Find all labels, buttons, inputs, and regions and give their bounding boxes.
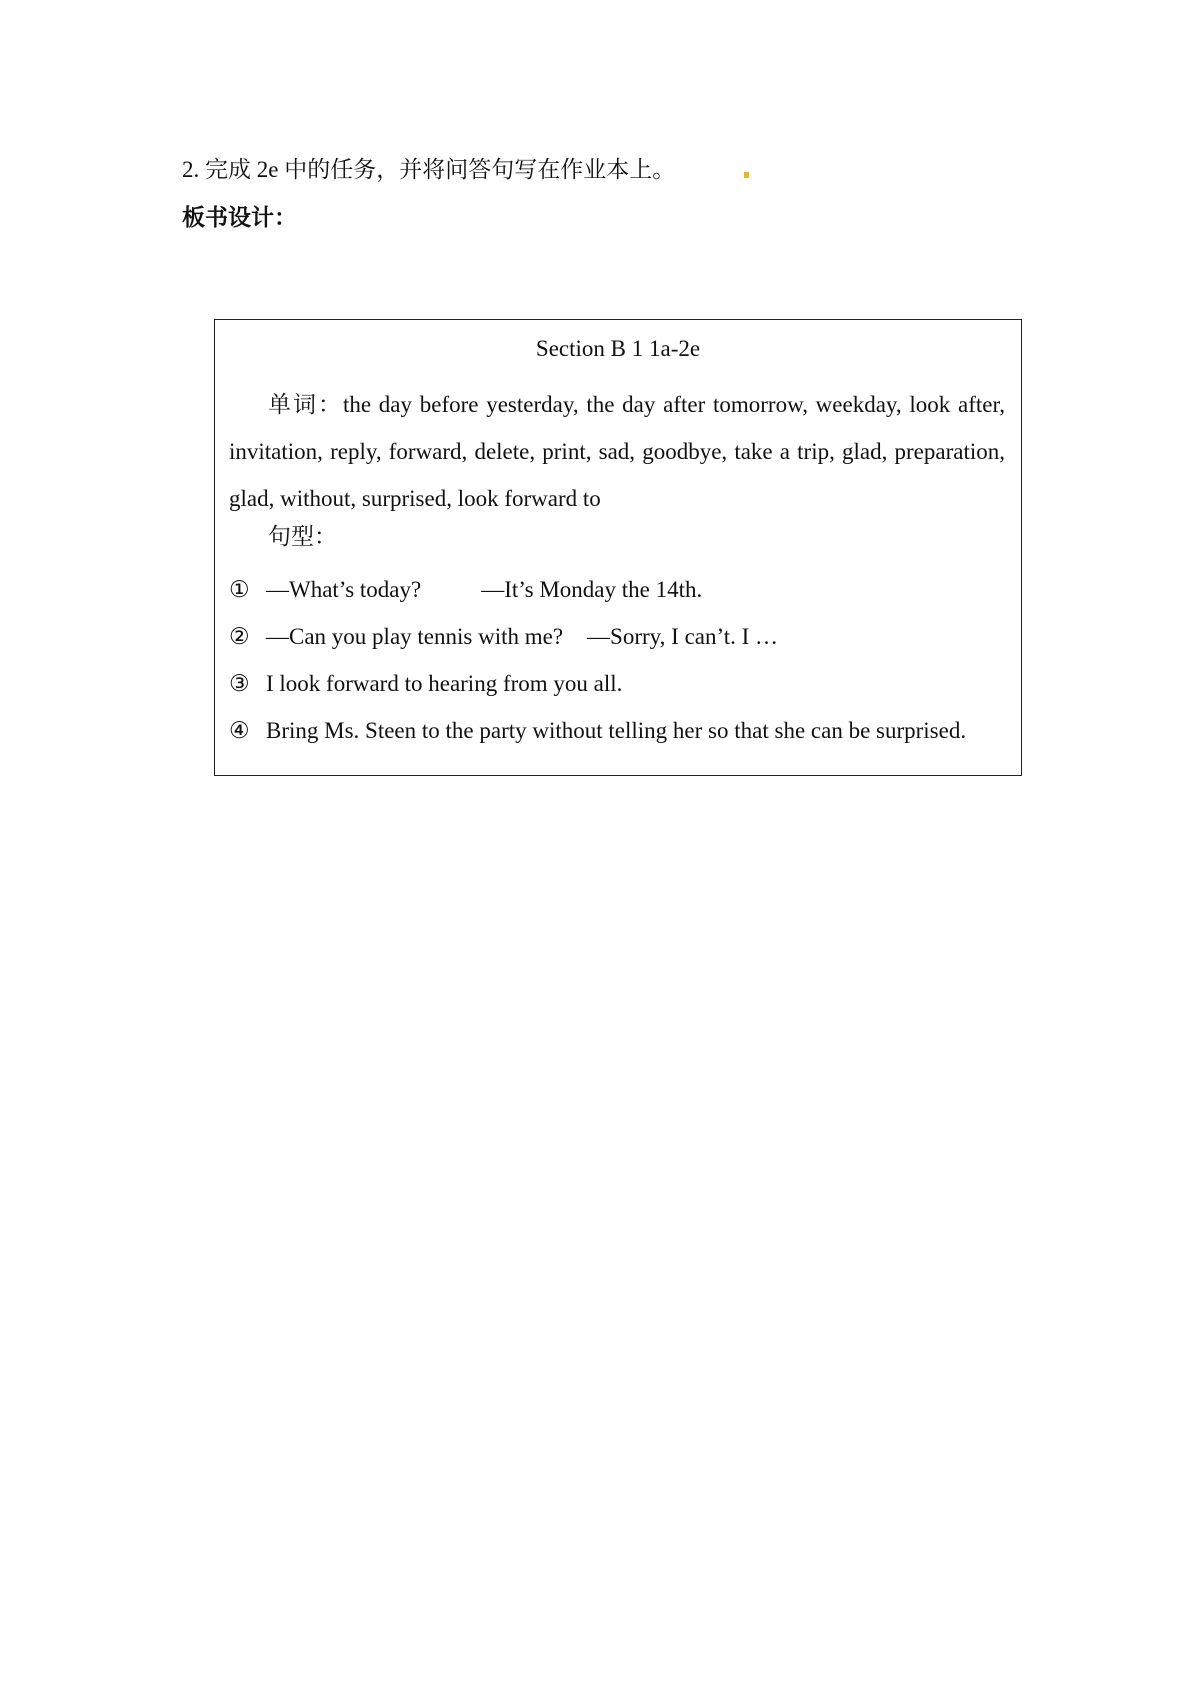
board-title: Section B 1 1a-2e [535, 336, 701, 361]
sentence-patterns-label: 句型： [268, 524, 337, 549]
vocabulary-paragraph [229, 381, 1005, 522]
vocabulary-label: 单词： [268, 392, 343, 417]
vocabulary-text: the day before yesterday, the day after tomorrow, weekday, look after, invitation, reply, forward, delete, print, sad, goodbye, take a trip, glad, preparation, glad, without, surprised, look forward to [229, 392, 1005, 511]
sentence-pattern-3 [229, 664, 622, 704]
sentence-pattern-1 [229, 570, 702, 610]
sentence-pattern-4 [229, 711, 966, 751]
board-design-heading: 板书设计： [182, 205, 297, 230]
sentence-number: ② [229, 624, 250, 649]
sentence-text: Bring Ms. Steen to the party without telling her so that she can be surprised. [266, 718, 967, 743]
sentence-number: ④ [229, 718, 250, 743]
sentence-number: ③ [229, 671, 250, 696]
sentence-number: ① [229, 577, 250, 602]
highlight-mark [744, 172, 749, 178]
board-design-box [214, 319, 1022, 776]
sentence-reply: —Sorry, I can’t. I … [587, 624, 779, 649]
sentence-question: —What’s today? [266, 577, 422, 602]
homework-task-line: 2. 完成 2e 中的任务，并将问答句写在作业本上。 [182, 157, 676, 182]
sentence-pattern-2 [229, 617, 778, 657]
sentence-question: —Can you play tennis with me? [266, 624, 564, 649]
sentence-reply: —It’s Monday the 14th. [481, 577, 703, 602]
sentence-text: I look forward to hearing from you all. [266, 671, 623, 696]
